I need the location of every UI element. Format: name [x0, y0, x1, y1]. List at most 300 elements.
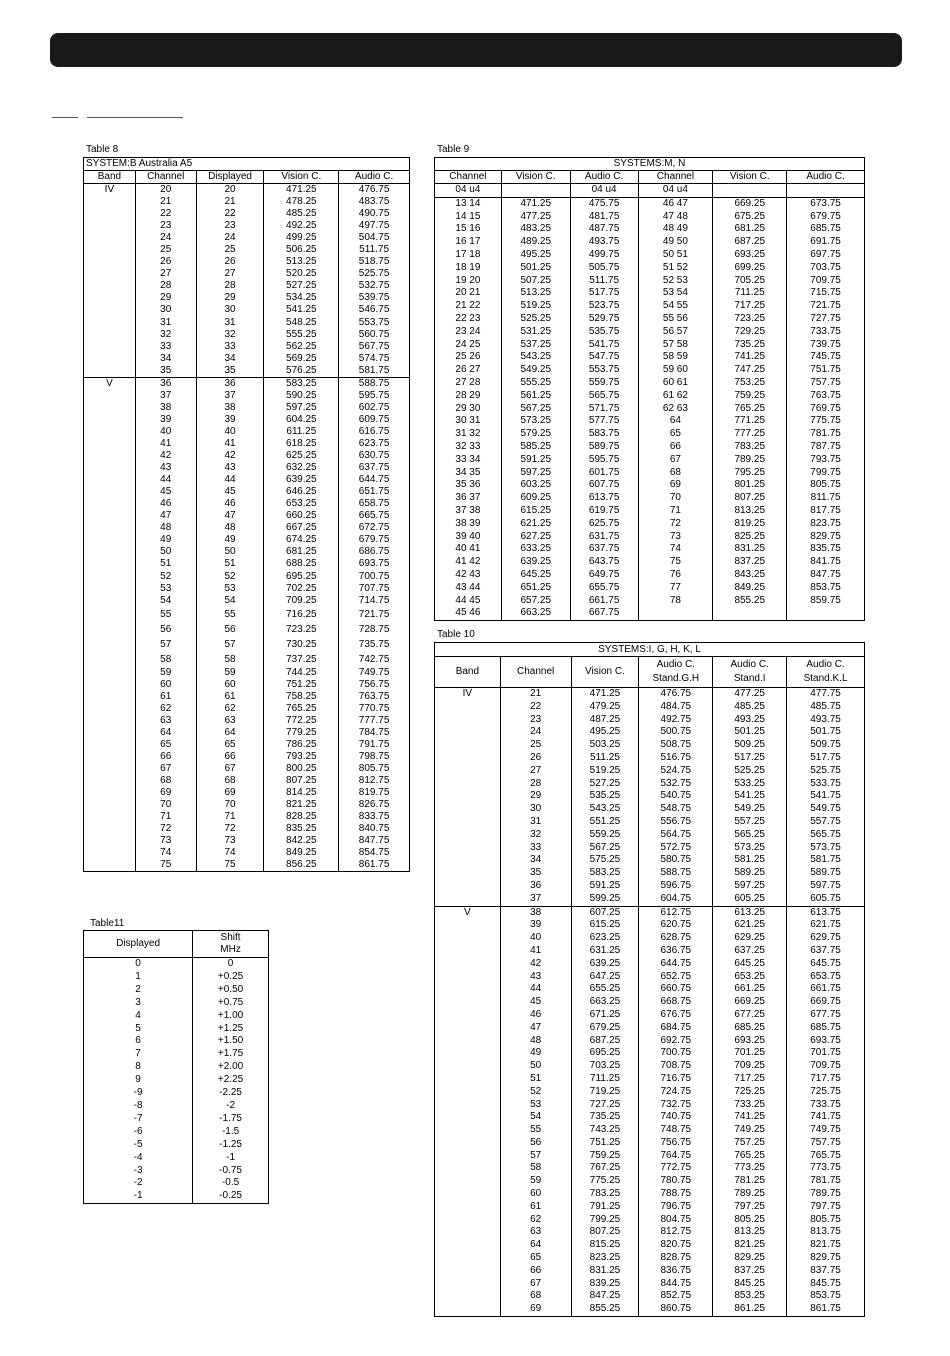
table-cell: 707.75 [339, 583, 410, 595]
table-cell: 860.75 [639, 1303, 713, 1316]
table-row [435, 595, 865, 608]
table-cell: 741.25 [713, 1111, 787, 1124]
table-cell: 625.25 [264, 450, 339, 462]
table-cell: 773.25 [713, 1162, 787, 1175]
table-cell: 546.75 [339, 304, 410, 316]
subheader-cell [501, 184, 570, 198]
table-cell: 692.75 [639, 1035, 713, 1048]
column-header: Shift MHz [193, 931, 269, 958]
table-cell: 60 [500, 1188, 571, 1201]
table-cell: 21 [500, 688, 571, 701]
table-cell: 43 44 [455, 581, 481, 593]
table-cell: 553.75 [339, 317, 410, 329]
table-cell: 33 [500, 842, 571, 855]
table-cell: 56 [196, 622, 264, 637]
table-cell: 49 [500, 1047, 571, 1060]
table-cell: 609.75 [339, 414, 410, 426]
table-cell: 477.75 [787, 688, 865, 701]
table-row [435, 339, 865, 352]
table-cell: +1.25 [193, 1023, 269, 1036]
table-cell: 612.75 [639, 906, 713, 919]
table-cell: 25 26 [455, 351, 481, 363]
table-cell: 749.25 [713, 1124, 787, 1137]
table-cell: 685.25 [713, 1022, 787, 1035]
header-row [84, 171, 410, 184]
table-cell: 39 [135, 414, 196, 426]
table-cell: 28 [135, 280, 196, 292]
table-cell: 501.25 [501, 262, 570, 275]
table-cell: 29 [196, 292, 264, 304]
table-cell: 74 [638, 543, 713, 556]
table-cell: 828.75 [639, 1252, 713, 1265]
table-cell: 856.25 [264, 859, 339, 872]
table-cell: 821.25 [264, 799, 339, 811]
table-cell: 64 [196, 727, 264, 739]
table-cell: 602.75 [339, 402, 410, 414]
table-cell: 779.25 [264, 727, 339, 739]
table-row [435, 726, 865, 739]
table-cell: 861.75 [787, 1303, 865, 1316]
table-cell: 783.25 [571, 1188, 639, 1201]
table-cell: 24 [196, 232, 264, 244]
table-cell: 37 38 [455, 504, 481, 516]
table-cell: 2 [135, 983, 141, 995]
table-cell: 688.25 [264, 558, 339, 570]
table-row [435, 842, 865, 855]
table-cell: 61 [500, 1201, 571, 1214]
table-row [84, 775, 410, 787]
table-cell [435, 1099, 501, 1112]
table-row [435, 1278, 865, 1291]
table-cell: 4 [135, 1009, 141, 1021]
system-row [435, 643, 865, 657]
table-cell: 58 [500, 1162, 571, 1175]
table-cell [435, 880, 501, 893]
table-cell: 475.75 [570, 197, 638, 210]
table-cell: 652.75 [639, 971, 713, 984]
table-cell: 519.25 [501, 300, 570, 313]
table-row [435, 479, 865, 492]
system-label: SYSTEMS:M, N [435, 158, 865, 171]
table-row [84, 534, 410, 546]
table-row [84, 486, 410, 498]
table-cell: 31 32 [455, 428, 481, 440]
table-cell: 62 63 [638, 403, 713, 416]
table-cell: 700.75 [339, 571, 410, 583]
column-header: Vision C. [501, 171, 570, 184]
table-row [435, 441, 865, 454]
table-row [84, 1126, 269, 1139]
table-cell: +0.75 [193, 997, 269, 1010]
table-cell: 773.75 [787, 1162, 865, 1175]
table-cell: 812.75 [339, 775, 410, 787]
table-row [435, 403, 865, 416]
table-cell: 519.25 [571, 765, 639, 778]
table-cell: 649.75 [570, 569, 638, 582]
table-cell: 604.75 [639, 893, 713, 906]
table-cell: 833.75 [339, 811, 410, 823]
table-cell: 487.25 [571, 714, 639, 727]
table-cell: 663.25 [501, 607, 570, 620]
table-cell: 629.25 [713, 932, 787, 945]
table-cell [435, 829, 501, 842]
table-row [435, 1009, 865, 1022]
table-cell: 695.25 [571, 1047, 639, 1060]
table-row [435, 1226, 865, 1239]
table-cell: 20 21 [455, 287, 481, 299]
table-cell: 75 [196, 859, 264, 872]
table-cell: 605.25 [713, 893, 787, 906]
table-row [435, 1137, 865, 1150]
table-cell: 835.25 [264, 823, 339, 835]
table-row [435, 1214, 865, 1227]
table-cell: 669.25 [713, 197, 787, 210]
table-row [84, 522, 410, 534]
table-cell: 611.25 [264, 426, 339, 438]
table-cell: 38 [135, 402, 196, 414]
table-cell: 56 [135, 622, 196, 637]
table-cell [84, 510, 136, 522]
table-cell: 559.25 [571, 829, 639, 842]
table-cell: 729.25 [713, 326, 787, 339]
table-cell: 714.75 [339, 595, 410, 607]
table-cell: 527.25 [571, 778, 639, 791]
table-cell: 777.75 [339, 715, 410, 727]
table-cell: 595.75 [339, 390, 410, 402]
table-cell: 20 [135, 184, 196, 197]
table-cell [84, 859, 136, 872]
table-row [435, 351, 865, 364]
table-cell: -3 [133, 1164, 143, 1176]
table-cell [84, 637, 136, 652]
table-cell: 66 [638, 441, 713, 454]
table-cell: 32 33 [455, 440, 481, 452]
table-cell: 699.25 [713, 262, 787, 275]
table-cell: -8 [133, 1099, 143, 1111]
table-cell: 727.25 [571, 1099, 639, 1112]
table-cell: 589.75 [570, 441, 638, 454]
table-cell: 686.75 [339, 546, 410, 558]
table-cell: 25 [500, 739, 571, 752]
table-cell [435, 971, 501, 984]
table-cell: 24 25 [455, 338, 481, 350]
table-cell: 47 48 [638, 211, 713, 224]
column-header: Band [435, 657, 501, 688]
table-cell: 764.75 [639, 1150, 713, 1163]
table-row [435, 932, 865, 945]
table-row [435, 1290, 865, 1303]
table-row [435, 816, 865, 829]
table-cell: 55 [500, 1124, 571, 1137]
table-row [84, 1061, 269, 1074]
table-cell [84, 652, 136, 667]
table-cell: 74 [135, 847, 196, 859]
table-cell: 557.25 [713, 816, 787, 829]
table-cell: 506.25 [264, 244, 339, 256]
table-cell: 733.75 [787, 326, 865, 339]
table-row [84, 1100, 269, 1113]
table-cell: 639.25 [264, 474, 339, 486]
table-cell: 653.75 [787, 971, 865, 984]
table-cell [84, 498, 136, 510]
table-cell: 23 [196, 220, 264, 232]
table-cell: 807.25 [571, 1226, 639, 1239]
table-cell: 700.75 [639, 1047, 713, 1060]
table-cell: 3 [135, 996, 141, 1008]
table-cell: 69 [638, 479, 713, 492]
table-cell: 527.25 [264, 280, 339, 292]
table-cell: 841.75 [787, 556, 865, 569]
table-cell: 56 57 [638, 326, 713, 339]
table-cell: 597.25 [713, 880, 787, 893]
table-cell: 735.25 [571, 1111, 639, 1124]
table-cell: -0.5 [193, 1177, 269, 1190]
table-cell: 23 [135, 220, 196, 232]
table-cell: 799.25 [571, 1214, 639, 1227]
table-cell [84, 691, 136, 703]
table-row [84, 438, 410, 450]
table-cell: 543.25 [501, 351, 570, 364]
column-header: Vision C. [571, 657, 639, 688]
table-cell: 511.75 [339, 244, 410, 256]
table-row [84, 715, 410, 727]
table-cell: 20 [196, 184, 264, 197]
table-row [435, 249, 865, 262]
table-cell [84, 341, 136, 353]
table-cell: 741.75 [787, 1111, 865, 1124]
table-row [435, 958, 865, 971]
table-cell: 46 [135, 498, 196, 510]
table-row [84, 1010, 269, 1023]
table-cell [84, 329, 136, 341]
table-cell: 591.25 [571, 880, 639, 893]
table-cell: 756.75 [639, 1137, 713, 1150]
table-cell: 805.75 [787, 479, 865, 492]
table-row [435, 1124, 865, 1137]
table-row [435, 428, 865, 441]
table-cell: 784.75 [339, 727, 410, 739]
table-cell: 44 45 [455, 594, 481, 606]
table-cell: 618.25 [264, 438, 339, 450]
table-cell: 54 55 [638, 300, 713, 313]
table-cell: 549.25 [501, 364, 570, 377]
table-cell: 45 46 [455, 607, 481, 619]
table-cell: 65 [196, 739, 264, 751]
table-row [84, 1023, 269, 1036]
table-row [435, 739, 865, 752]
table-cell: 531.25 [501, 326, 570, 339]
table-row [435, 1086, 865, 1099]
table-cell: 770.75 [339, 703, 410, 715]
table-cell: 70 [638, 492, 713, 505]
table-row [435, 505, 865, 518]
table-cell: 765.75 [787, 1150, 865, 1163]
table-cell: 65 [638, 428, 713, 441]
table-cell: 597.25 [501, 467, 570, 480]
table-cell: 817.75 [787, 505, 865, 518]
table-cell: 17 18 [455, 248, 481, 260]
table-cell: 49 [196, 534, 264, 546]
table-cell [84, 811, 136, 823]
table-cell: 471.25 [501, 197, 570, 210]
table-cell: 845.75 [787, 1278, 865, 1291]
table-cell: 616.75 [339, 426, 410, 438]
table-cell: 28 [196, 280, 264, 292]
table-cell: 580.75 [639, 854, 713, 867]
table-cell: 551.25 [571, 816, 639, 829]
table-cell: 668.75 [639, 996, 713, 1009]
table-cell: 541.25 [713, 790, 787, 803]
table-cell: 72 [196, 823, 264, 835]
table-cell [435, 739, 501, 752]
table-row [435, 765, 865, 778]
table-cell: 705.25 [713, 275, 787, 288]
table-cell: 791.75 [339, 739, 410, 751]
table-cell: 62 [196, 703, 264, 715]
table-cell: 548.75 [639, 803, 713, 816]
table-cell [435, 1188, 501, 1201]
table-cell: 597.75 [787, 880, 865, 893]
table-cell: 854.75 [339, 847, 410, 859]
table-cell: 516.75 [639, 752, 713, 765]
table-row [84, 184, 410, 197]
table-cell [84, 365, 136, 378]
table-cell: 51 [135, 558, 196, 570]
table-cell: 30 31 [455, 415, 481, 427]
table-cell: 53 [135, 583, 196, 595]
table-row [435, 326, 865, 339]
table-row [84, 474, 410, 486]
column-header: Audio C. [787, 171, 865, 184]
table-cell [435, 1265, 501, 1278]
column-header: Channel [135, 171, 196, 184]
table-cell: 57 [500, 1150, 571, 1163]
table-cell: 804.75 [639, 1214, 713, 1227]
table-cell: 831.25 [571, 1265, 639, 1278]
table-cell: 583.25 [264, 377, 339, 390]
table-row [435, 1099, 865, 1112]
table-cell: 42 [500, 958, 571, 971]
table-cell: 751.75 [787, 364, 865, 377]
table-cell: 72 [638, 518, 713, 531]
table-cell: 717.25 [713, 300, 787, 313]
table-row [435, 262, 865, 275]
table-row [84, 304, 410, 316]
subheader-cell [713, 184, 787, 198]
table-cell [84, 292, 136, 304]
table-cell: 679.75 [339, 534, 410, 546]
table-cell [435, 1214, 501, 1227]
table-cell: 576.25 [264, 365, 339, 378]
table-cell: 691.75 [787, 236, 865, 249]
table-cell: 815.25 [571, 1239, 639, 1252]
table-cell: 555.25 [264, 329, 339, 341]
table-cell: 855.25 [571, 1303, 639, 1316]
table-cell: 67 [196, 763, 264, 775]
table-cell: 677.75 [787, 1009, 865, 1022]
table-cell: 57 58 [638, 339, 713, 352]
table-cell: 495.25 [501, 249, 570, 262]
table-cell: 73 [196, 835, 264, 847]
table-cell: -2 [193, 1100, 269, 1113]
table-cell: 507.25 [501, 275, 570, 288]
table-cell: 51 52 [638, 262, 713, 275]
table-cell: 16 17 [455, 236, 481, 248]
table-cell: 724.75 [639, 1086, 713, 1099]
table-cell: 68 [638, 467, 713, 480]
table-cell [435, 983, 501, 996]
table-cell: 27 28 [455, 376, 481, 388]
table-row [84, 667, 410, 679]
table-cell: 687.25 [571, 1035, 639, 1048]
table-cell: -2.25 [193, 1087, 269, 1100]
column-header: Vision C. [713, 171, 787, 184]
table-cell: 513.25 [501, 287, 570, 300]
table-cell [638, 607, 713, 620]
table-cell: 849.25 [713, 582, 787, 595]
table-cell: 561.25 [501, 390, 570, 403]
table-cell: 44 [500, 983, 571, 996]
table-row [435, 415, 865, 428]
table-row [84, 1139, 269, 1152]
table-cell: 34 [196, 353, 264, 365]
table-cell: 560.75 [339, 329, 410, 341]
table-cell: -6 [133, 1125, 143, 1137]
table-cell: 477.25 [713, 688, 787, 701]
table-cell: -0.75 [193, 1165, 269, 1178]
table-cell: 702.25 [264, 583, 339, 595]
table-cell [84, 256, 136, 268]
table-cell: 41 [135, 438, 196, 450]
table-cell: 825.25 [713, 531, 787, 544]
table-cell: 1 [135, 970, 141, 982]
table-cell: 823.25 [571, 1252, 639, 1265]
table-cell: 735.25 [713, 339, 787, 352]
table-cell: 676.75 [639, 1009, 713, 1022]
table-cell: 532.75 [639, 778, 713, 791]
table-cell: 22 [196, 208, 264, 220]
table-row [84, 811, 410, 823]
column-header: Displayed [84, 931, 193, 958]
table-cell: 556.75 [639, 816, 713, 829]
table-row [84, 763, 410, 775]
table-cell: 35 [135, 365, 196, 378]
table-cell: 509.75 [787, 739, 865, 752]
table-cell: 565.25 [713, 829, 787, 842]
table-cell: 493.75 [570, 236, 638, 249]
table-cell: 57 [135, 637, 196, 652]
table-cell [435, 1239, 501, 1252]
table-row [84, 1165, 269, 1178]
table-cell: 632.25 [264, 462, 339, 474]
table-cell: 605.75 [787, 893, 865, 906]
table-cell: 490.75 [339, 208, 410, 220]
table-row [435, 531, 865, 544]
table-cell: 613.75 [570, 492, 638, 505]
table-row [84, 787, 410, 799]
table-cell: 45 [500, 996, 571, 1009]
table-cell [435, 790, 501, 803]
table-cell: 501.75 [787, 726, 865, 739]
table-cell: 725.75 [787, 1086, 865, 1099]
table-row [84, 1152, 269, 1165]
table-cell: 645.25 [501, 569, 570, 582]
table-cell: IV [104, 184, 115, 195]
table-row [84, 984, 269, 997]
table-cell: 775.75 [787, 415, 865, 428]
table-cell: 524.75 [639, 765, 713, 778]
table-row [84, 971, 269, 984]
